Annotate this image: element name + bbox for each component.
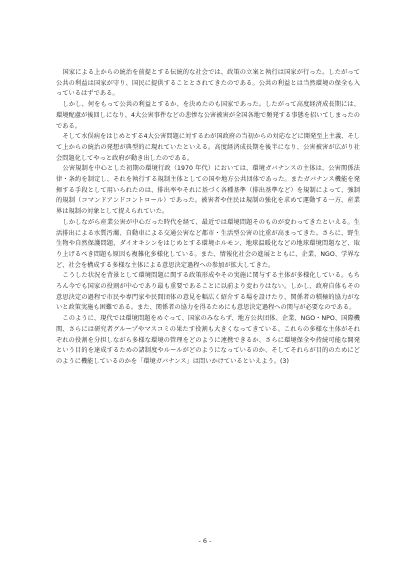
page-number: - 6 - (198, 537, 212, 545)
paragraph-4: 公害規制を中心とした初期の環境行政（1970 年代）においては、環境ガバナンスの主体は、公害関係法律・条約を制定し、それを執行する規制主体としての国や地方公共団体であった。またガバナンス機能を発揮する手段として用いられたのは、排出率やそれに基づく各種基準（排出基準など）を規制によって、強制的規制（コマンドアンドコントロール）であった。被害者や住民は規制の強化を求めて運動する一方、産業界は規制の対象として捉えられていた。 (56, 165, 360, 216)
paragraph-3: そして水俣病をはじめとする4大公害問題に対するわが国政府の当初からの対応などに開発至上主義、そして上からの統治の発想が典型的に現れていたといえる。高度経済成長期を後半になり、公害被害が広がり社会問題化してやっと政府が動き出したのである。 (56, 133, 360, 162)
paragraph-7: このように、現代では環境問題をめぐって、国家のみならず、地方公共団体、企業、NGO・NPO、国際機関、さらには研究者グループやマスコミの果たす役割も大きくなってきている。これらの多様な主体がそれぞれの役割を分担しながら多様な環境の管理をどのように連携できるか、さらに環境保全や持続可能な開発という目的を達成するための諸制度やルールがどのようになっているのか、そしてそれらが目的のためにどのように機能しているのかを「環境ガバナンス」は問いかけているといえよう。(3) (56, 315, 360, 365)
paragraph-5: しかしながら産業公害が中心だった時代を経て、最近では環境問題そのものが変わってきたといえる。生活排出による水質汚濁、自動車による交通公害など都市・生活型公害の比重が高まってきた。さらに、野生生物や自然保護問題、ダイオキシンをはじめとする環境ホルモン、地球温暖化などの地球環境問題など、取り上げるべき問題も原因も複雑化多様化している。また、情報化社会の進展とともに、企業、NGO、学界など、社会を構成する多様な主体による意思決定過程への参加が拡大してきた。 (56, 218, 360, 269)
body-text (56, 68, 360, 368)
paragraph-2: しかし、何をもって公共の利益とするか、を決めたのも国家であった。したがって高度経済成長期には、環境配慮が後回しになり、4大公害事件などの悲惨な公害被害が全国各地で頻発する事態を招いてしまったのである。 (56, 101, 360, 130)
paragraph-1: 国家による上からの統治を前提とする伝統的な社会では、政策の立案と執行は国家が行った。したがって公共の利益は国家が守り、国民に提供することとされてきたのである。公共の利益とは当然環境の保全も入っているはずである。 (56, 69, 360, 98)
paragraph-6: こうした状況を背景として環境問題に関する政策形成やその実施に関与する主体が多様化している。もちろん今でも国家の役割が中心であり最も重要であることに以前より変わりはない。しかし、政府自体もその意思決定の過程で市民や専門家や民間団体の意見を幅広く紹介する場を設けたり、関係者の積極的協力がないと政策実施も困難である。また、関係者の協力を得るためにも意思決定過程への関与が必要なのである。 (56, 272, 360, 312)
